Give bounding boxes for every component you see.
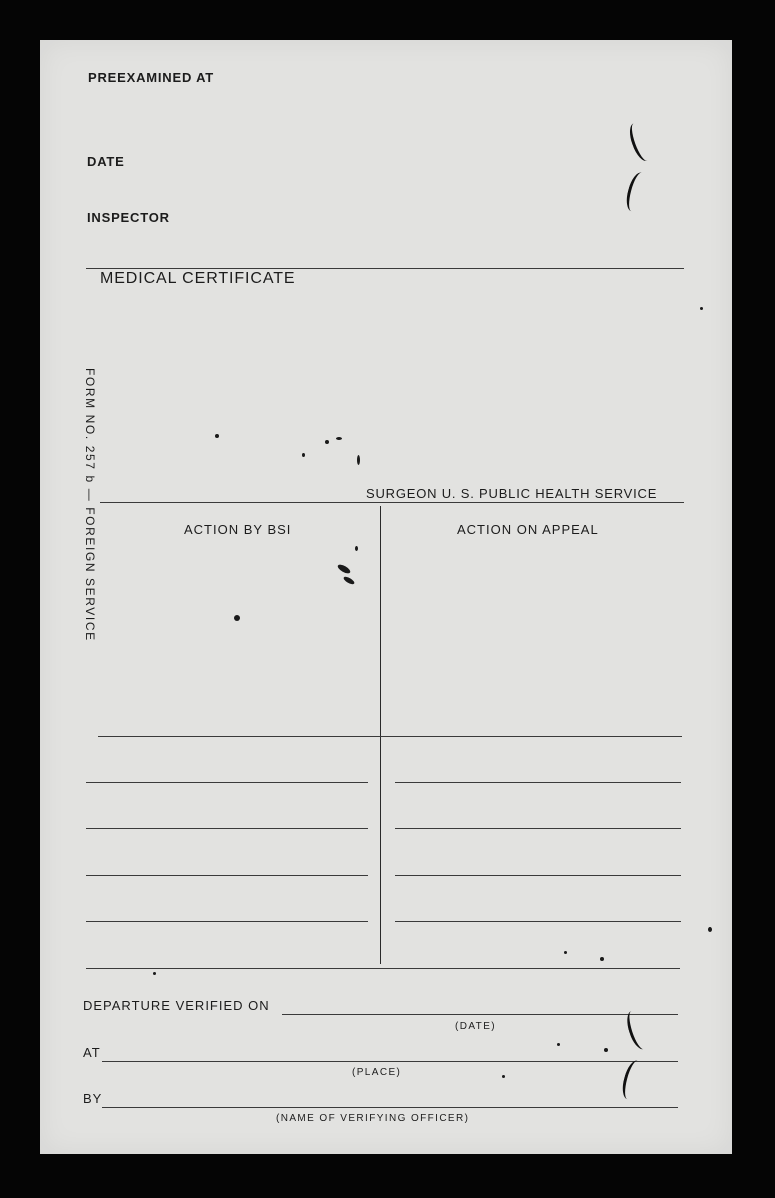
ink-speck [557, 1043, 560, 1046]
surgeon-rule [100, 502, 684, 503]
row-rule [86, 968, 680, 969]
ink-speck [604, 1048, 608, 1052]
at-label: AT [83, 1045, 101, 1060]
ink-speck [234, 615, 240, 621]
ink-speck [564, 951, 567, 954]
certificate-title: MEDICAL CERTIFICATE [100, 270, 296, 287]
ink-speck [600, 957, 604, 961]
officer-rule [102, 1107, 678, 1108]
ink-speck [357, 455, 360, 465]
row-rule [395, 875, 681, 876]
row-rule [395, 921, 681, 922]
surgeon-label: SURGEON U. S. PUBLIC HEALTH SERVICE [366, 486, 658, 501]
ink-speck [336, 437, 342, 440]
date-caption: (DATE) [455, 1021, 496, 1032]
departure-verified-label: DEPARTURE VERIFIED ON [83, 998, 270, 1013]
place-caption: (PLACE) [352, 1067, 402, 1078]
row-rule [395, 828, 681, 829]
row-rule [86, 875, 368, 876]
ink-speck [215, 434, 219, 438]
ink-speck [302, 453, 305, 457]
row-rule [86, 782, 368, 783]
ink-speck [325, 440, 329, 444]
row-rule [86, 828, 368, 829]
preexamined-label: PREEXAMINED AT [88, 70, 215, 85]
ink-speck [708, 927, 712, 932]
action-appeal-label: ACTION ON APPEAL [457, 522, 599, 537]
inspector-label: INSPECTOR [87, 210, 170, 225]
row-rule [395, 782, 681, 783]
ink-speck [502, 1075, 505, 1078]
officer-caption: (NAME OF VERIFYING OFFICER) [276, 1113, 470, 1124]
column-divider [380, 506, 381, 964]
ink-speck [700, 307, 703, 310]
date-label: DATE [87, 154, 125, 169]
row-rule [98, 736, 682, 737]
action-bsi-label: ACTION BY BSI [184, 522, 292, 537]
row-rule [86, 921, 368, 922]
certificate-top-rule [86, 268, 684, 269]
departure-date-rule [282, 1014, 678, 1015]
by-label: BY [83, 1091, 103, 1106]
ink-speck [153, 972, 156, 975]
form-number: FORM NO. 257 b — FOREIGN SERVICE [83, 368, 97, 642]
place-rule [102, 1061, 678, 1062]
ink-speck [355, 546, 358, 551]
